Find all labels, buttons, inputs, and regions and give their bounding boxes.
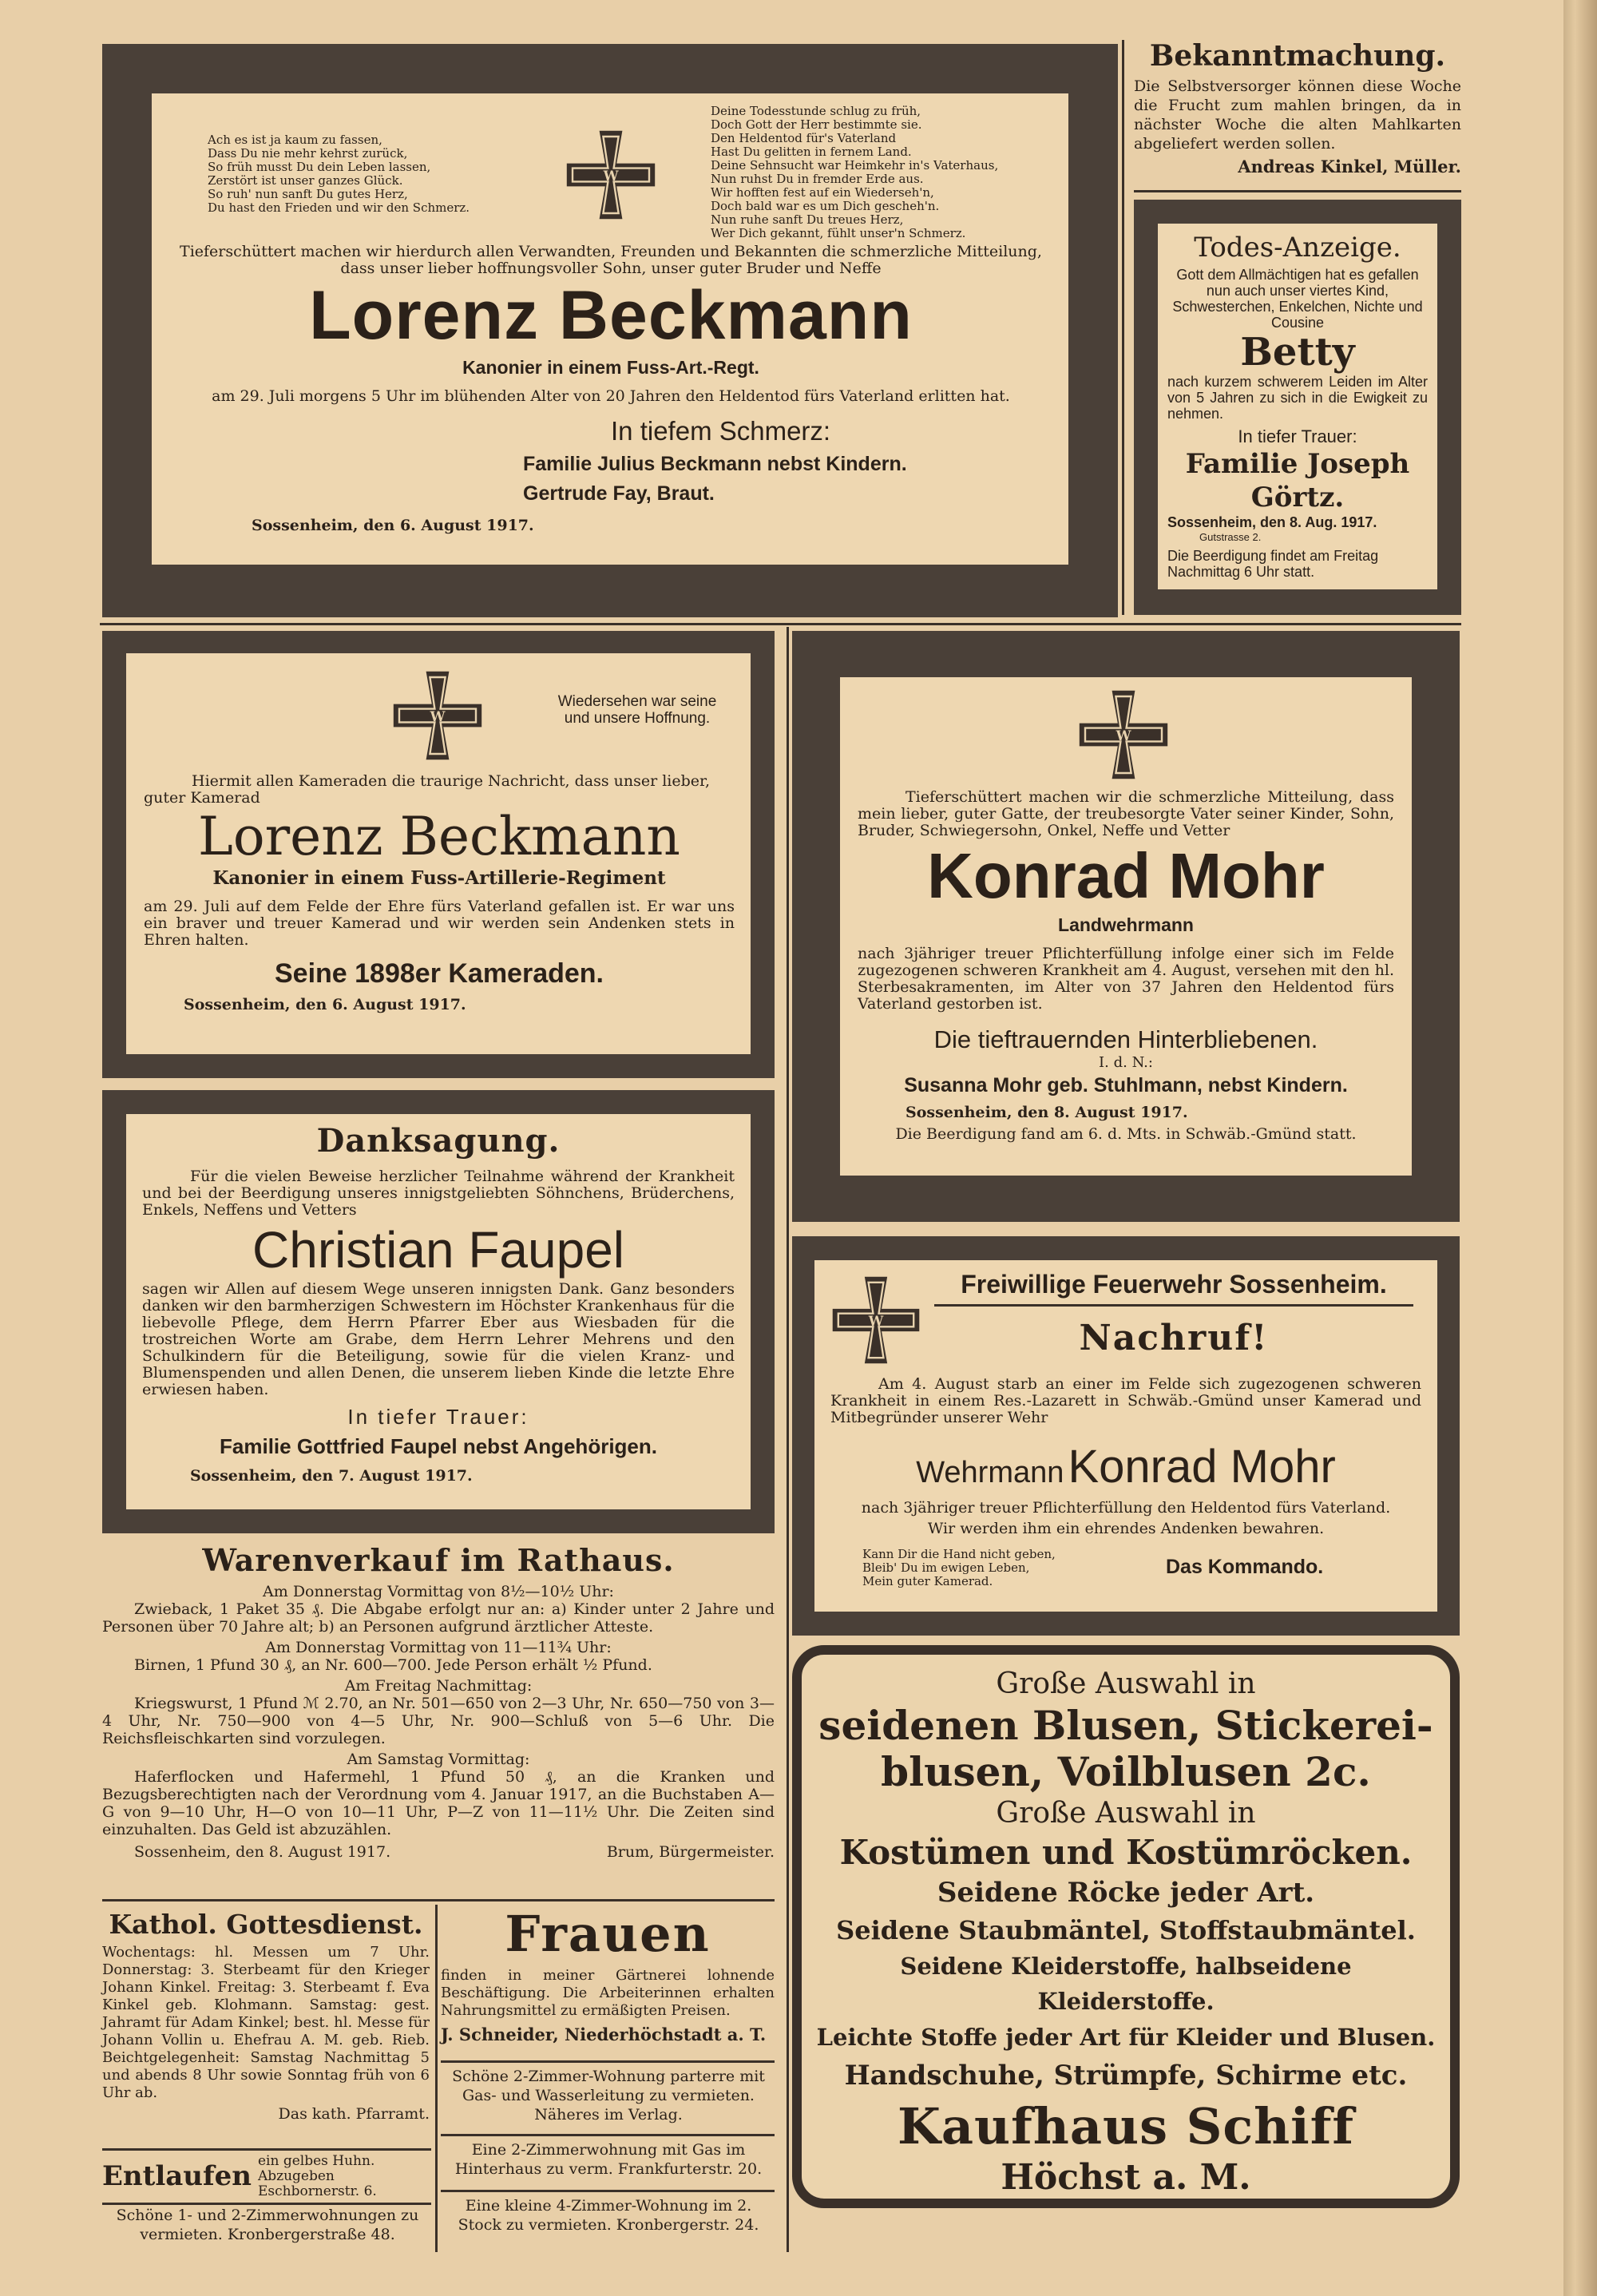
notice-signature: Andreas Kinkel, Müller. [1238, 157, 1461, 176]
comrades-rank: Kanonier in einem Fuss-Artillerie-Regiment [212, 867, 666, 889]
comrades-intro: Hiermit allen Kameraden die traurige Nachricht, dass unser lieber, guter Kamerad [144, 772, 711, 807]
warenverkauf-line: Am Donnerstag Vormittag von 8½—10½ Uhr: [263, 1583, 614, 1600]
iron-cross-icon [563, 127, 659, 223]
warenverkauf-line: Am Freitag Nachmittag: [344, 1677, 533, 1695]
obituary-mohr-family [792, 631, 1460, 1222]
kaufhaus-name: Kaufhaus Schiff [897, 2097, 1355, 2155]
thanks-text: sagen wir Allen auf diesem Wege unseren innigsten Dank. Ganz besonders danken wir den barmherzigen Schwestern im Höchster Krankenhaus für die liebevolle Pflege, dem Herrn Pfarrer Eber aus Wiesbaden für die trostreichen Worte am Grabe, dem Herrn Lehrer Mehrens und den Schulkindern für die Beteiligung, sowie für die vielen Kranz- und Blumenspenden und allen Denen, die unserem lieben Kinde die letzte Ehre erwiesen haben. [142, 1280, 735, 1398]
warenverkauf-signature: Brum, Bürgermeister. [606, 1843, 775, 1861]
mohr-grief: Die tieftrauernden Hinterbliebenen. [933, 1025, 1318, 1053]
thanks-faupel [102, 1090, 775, 1533]
notice-warenverkauf [102, 1541, 775, 1893]
notice-text: Die Selbstversorger können diese Woche die Frucht zum mahlen bringen, da in nächster Woche die alten Mahlkarten abgeliefert werden sollen. [1134, 77, 1461, 153]
column-rule [1122, 40, 1124, 615]
gottesdienst-text: Wochentags: hl. Messen um 7 Uhr. Donnerstag: 3. Sterbeamt für den Krieger Johann Kinkel. Freitag: 3. Sterbeamt f. Eva Kinkel geb. Klohmann. Samstag: gest. Jahramt für Adam Kinkel; best. hl. Messe für Johann Vollin u. Ehefrau A. M. geb. Rieb. Beichtgelegenheit: Samstag Nachmittag 5 und abends 8 Uhr sowie Sonntag früh von 6 Uhr ab. [102, 1944, 430, 2101]
obituary-grief: In tiefem Schmerz: [611, 416, 831, 446]
betty-family: Familie Joseph Görtz. [1185, 448, 1410, 514]
obituary-bride: Gertrude Fay, Braut. [523, 482, 715, 505]
warenverkauf-line: Am Donnerstag Vormittag von 11—11¾ Uhr: [265, 1639, 612, 1656]
frauen-text: finden in meiner Gärtnerei lohnende Beschäftigung. Die Arbeiterinnen erhalten Nahrungsmittel zu ermäßigten Preisen. [441, 1967, 775, 2019]
page-fold [1563, 0, 1597, 2296]
warenverkauf-line: Kriegswurst, 1 Pfund ℳ 2.70, an Nr. 501—650 von 2—3 Uhr, Nr. 650—750 von 3—4 Uhr, Nr. 750—900 von 4—5 Uhr, Nr. 900—Schluß von 5—6 Uhr. Die Reichsfleischkarten sind vorzulegen. [102, 1695, 775, 1747]
obituary-death: am 29. Juli morgens 5 Uhr im blühenden Alter von 20 Jahren den Heldentod fürs Vaterland erlitten hat. [212, 387, 1010, 405]
iron-cross-icon [390, 668, 485, 763]
kaufhaus-line: Seidene Kleiderstoffe, halbseidene Kleiderstoffe. [900, 1953, 1352, 2015]
mohr-name: Konrad Mohr [927, 840, 1325, 911]
horizontal-rule [441, 2190, 775, 2192]
warenverkauf-line: Haferflocken und Hafermehl, 1 Pfund 50 ₰, an die Kranken und Bezugsberechtigten nach der Verordnung vom 4. Januar 1917, an die Buchstaben A—G von 9—10 Uhr, H—O von 10—11 Uhr, P—Z von 11—11½ Uhr. Die Zeiten sind einzuhalten. Das Geld ist abzuzählen. [102, 1768, 775, 1838]
obituary-family: Familie Julius Beckmann nebst Kindern. [523, 453, 907, 475]
poem-right: Deine Todesstunde schlug zu früh, Doch Gott der Herr bestimmte sie. Den Heldentod für's Vaterland Hast Du gelitten in fernem Land. Deine Sehnsucht war Heimkehr in's Vaterhaus, Nun ruhst Du in fremder Erde aus. Wir hofften fest auf ein Wiederseh'n, Doch bald war es um Dich gescheh'n. Nun ruhe sanft Du treues Herz, Wer Dich gekannt, fühlt unser'n Schmerz. [711, 104, 999, 240]
ad-wohnung-1: Schöne 1- und 2-Zimmerwohnungen zu vermieten. Kronbergerstraße 48. [116, 2207, 419, 2243]
warenverkauf-line: Zwieback, 1 Paket 35 ₰. Die Abgabe erfolgt nur an: a) Kinder unter 2 Jahre und Personen über 70 Jahre alt; b) an Personen aufgrund ärztlicher Atteste. [102, 1600, 775, 1636]
horizontal-rule [441, 2134, 775, 2136]
betty-grief: In tiefer Trauer: [1238, 426, 1357, 446]
betty-street: Gutstrasse 2. [1199, 531, 1262, 543]
horizontal-rule [102, 2148, 431, 2151]
kaufhaus-line: Handschuhe, Strümpfe, Schirme etc. [844, 2060, 1408, 2092]
kaufhaus-line: Seidene Staubmäntel, Stoffstaubmäntel. [836, 1915, 1416, 1945]
obituary-betty [1134, 200, 1461, 615]
notice-gottesdienst [102, 1909, 430, 2148]
betty-text: nach kurzem schwerem Leiden im Alter von 5 Jahren zu sich in die Ewigkeit zu nehmen. [1167, 374, 1428, 422]
feuerwehr-text2: nach 3jähriger treuer Pflichterfüllung den Heldentod fürs Vaterland. [861, 1499, 1391, 1517]
kaufhaus-line: Kostümen und Kostümröcken. [839, 1833, 1413, 1872]
frauen-title: Frauen [505, 1905, 711, 1963]
kaufhaus-line: Große Auswahl in [996, 1797, 1256, 1830]
thanks-grief: In tiefer Trauer: [347, 1405, 529, 1429]
entlaufen-text: ein gelbes Huhn. Abzugeben Eschbornerstr. 6. [257, 2152, 377, 2199]
betty-place: Sossenheim, den 8. Aug. 1917. [1167, 514, 1377, 530]
comrades-text: am 29. Juli auf dem Felde der Ehre fürs Vaterland gefallen ist. Er war uns ein braver und treuer Kamerad und wir werden sein Andenken stets in Ehren halten. [144, 898, 735, 949]
column-rule [787, 627, 789, 2252]
ad-wohnung-4: Eine kleine 4-Zimmer-Wohnung im 2. Stock zu vermieten. Kronbergerstr. 24. [458, 2197, 759, 2234]
frauen-signature: J. Schneider, Niederhöchstadt a. T. [441, 2024, 767, 2044]
obituary-beckmann-comrades [102, 631, 775, 1078]
iron-cross-icon [1076, 687, 1171, 783]
betty-name: Betty [1240, 330, 1355, 375]
feuerwehr-title: Nachruf! [1079, 1318, 1269, 1358]
entlaufen-title: Entlaufen [102, 2160, 252, 2192]
obituary-beckmann-family [102, 44, 1118, 617]
ad-wohnung-3: Eine 2-Zimmerwohnung mit Gas im Hinterhaus zu verm. Frankfurterstr. 20. [454, 2141, 763, 2178]
thanks-family: Familie Gottfried Faupel nebst Angehörigen. [220, 1434, 657, 1458]
kaufhaus-line: Große Auswahl in [996, 1667, 1256, 1700]
ad-kaufhaus-schiff [792, 1645, 1460, 2208]
obituary-feuerwehr [792, 1236, 1460, 1636]
notice-entlaufen [102, 2152, 430, 2200]
warenverkauf-line: Am Samstag Vormittag: [347, 1751, 530, 1768]
comrades-place: Sossenheim, den 6. August 1917. [184, 996, 466, 1013]
feuerwehr-poem: Kann Dir die Hand nicht geben, Bleib' Du im ewigen Leben, Mein guter Kamerad. [862, 1547, 1056, 1588]
kaufhaus-line: blusen, Voilblusen 2c. [881, 1748, 1371, 1795]
gottesdienst-title: Kathol. Gottesdienst. [109, 1909, 423, 1940]
feuerwehr-text: Am 4. August starb an einer im Felde sich zugezogenen schweren Krankheit in einem Res.-Lazarett in Schwäb.-Gmünd unser Kamerad und Mitbegründer unserer Wehr [830, 1375, 1421, 1426]
kaufhaus-line: seidenen Blusen, Stickerei- [818, 1702, 1433, 1749]
feuerwehr-name: Konrad Mohr [1068, 1441, 1336, 1493]
kaufhaus-line: Seidene Röcke jeder Art. [937, 1877, 1315, 1909]
column-rule [435, 1905, 438, 2252]
warenverkauf-title: Warenverkauf im Rathaus. [202, 1542, 675, 1578]
mohr-intro: Tieferschüttert machen wir die schmerzliche Mitteilung, dass mein lieber, guter Gatte, der treubesorgte Vater seiner Kinder, Sohn, Bruder, Schwiegersohn, Onkel, Neffe und Vetter [858, 788, 1394, 839]
kaufhaus-city: Höchst a. M. [1001, 2157, 1251, 2198]
feuerwehr-header: Freiwillige Feuerwehr Sossenheim. [934, 1270, 1413, 1307]
mohr-text: nach 3jähriger treuer Pflichterfüllung infolge einer sich im Felde zugezogenen schweren Krankheit am 4. August, versehen mit den hl. Sterbesakramenten, im Alter von 37 Jahren den Heldentod fürs Vaterland gestorben ist. [858, 945, 1394, 1013]
feuerwehr-name-prefix: Wehrmann [916, 1456, 1064, 1489]
obituary-rank: Kanonier in einem Fuss-Art.-Regt. [462, 357, 759, 378]
ad-wohnung-2: Schöne 2-Zimmer-Wohnung parterre mit Gas- und Wasserleitung zu vermieten. Näheres im Verlag. [452, 2068, 765, 2124]
betty-title: Todes-Anzeige. [1194, 232, 1401, 264]
mohr-place: Sossenheim, den 8. August 1917. [905, 1104, 1188, 1121]
ad-frauen [441, 1905, 775, 2080]
warenverkauf-place: Sossenheim, den 8. August 1917. [134, 1843, 391, 1861]
comrades-signature: Seine 1898er Kameraden. [274, 958, 604, 989]
kaufhaus-line: Leichte Stoffe jeder Art für Kleider und Blusen. [816, 2024, 1436, 2051]
horizontal-rule [102, 1899, 775, 1901]
gottesdienst-signature: Das kath. Pfarramt. [278, 2105, 430, 2123]
horizontal-rule [100, 623, 1461, 625]
horizontal-rule [441, 2060, 775, 2063]
betty-funeral: Die Beerdigung findet am Freitag Nachmittag 6 Uhr statt. [1167, 548, 1379, 580]
poem-left: Ach es ist ja kaum zu fassen, Dass Du nie mehr kehrst zurück, So früh musst Du dein Leben lassen, Zerstört ist unser ganzes Glück. So ruh' nun sanft Du gutes Herz, Du hast den Frieden und wir den Schmerz. [208, 133, 470, 215]
mohr-funeral: Die Beerdigung fand am 6. d. Mts. in Schwäb.-Gmünd statt. [895, 1125, 1357, 1143]
obituary-place: Sossenheim, den 6. August 1917. [252, 517, 534, 534]
feuerwehr-signature: Das Kommando. [1166, 1556, 1324, 1578]
mohr-rank: Landwehrmann [1058, 914, 1194, 935]
notice-bekanntmachung [1134, 40, 1461, 188]
thanks-name: Christian Faupel [252, 1221, 624, 1279]
comrades-name: Lorenz Beckmann [198, 806, 680, 867]
notice-title: Bekanntmachung. [1149, 39, 1446, 73]
comrades-motto: Wiedersehen war seine und unsere Hoffnung. [557, 693, 717, 727]
mohr-ind: I. d. N.: [1099, 1054, 1153, 1071]
warenverkauf-line: Birnen, 1 Pfund 30 ₰, an Nr. 600—700. Jede Person erhält ½ Pfund. [134, 1656, 652, 1674]
feuerwehr-text3: Wir werden ihm ein ehrendes Andenken bewahren. [927, 1520, 1325, 1537]
horizontal-rule [102, 2203, 431, 2205]
iron-cross-icon [829, 1273, 923, 1367]
thanks-intro: Für die vielen Beweise herzlicher Teilnahme während der Krankheit und bei der Beerdigung unseres innigstgeliebten Söhnchens, Brüderchens, Enkels, Neffens und Vetters [142, 1168, 735, 1219]
obituary-intro: Tieferschüttert machen wir hierdurch allen Verwandten, Freunden und Bekannten die schmerzliche Mitteilung, dass unser lieber hoffnungsvoller Sohn, unser guter Bruder und Neffe [180, 243, 1042, 277]
mohr-family: Susanna Mohr geb. Stuhlmann, nebst Kindern. [904, 1074, 1348, 1096]
thanks-place: Sossenheim, den 7. August 1917. [190, 1467, 473, 1485]
obituary-name: Lorenz Beckmann [309, 277, 913, 354]
betty-intro: Gott dem Allmächtigen hat es gefallen nun auch unser viertes Kind, Schwesterchen, Enkelchen, Nichte und Cousine [1172, 267, 1423, 331]
horizontal-rule [1134, 190, 1461, 192]
thanks-title: Danksagung. [316, 1122, 561, 1160]
